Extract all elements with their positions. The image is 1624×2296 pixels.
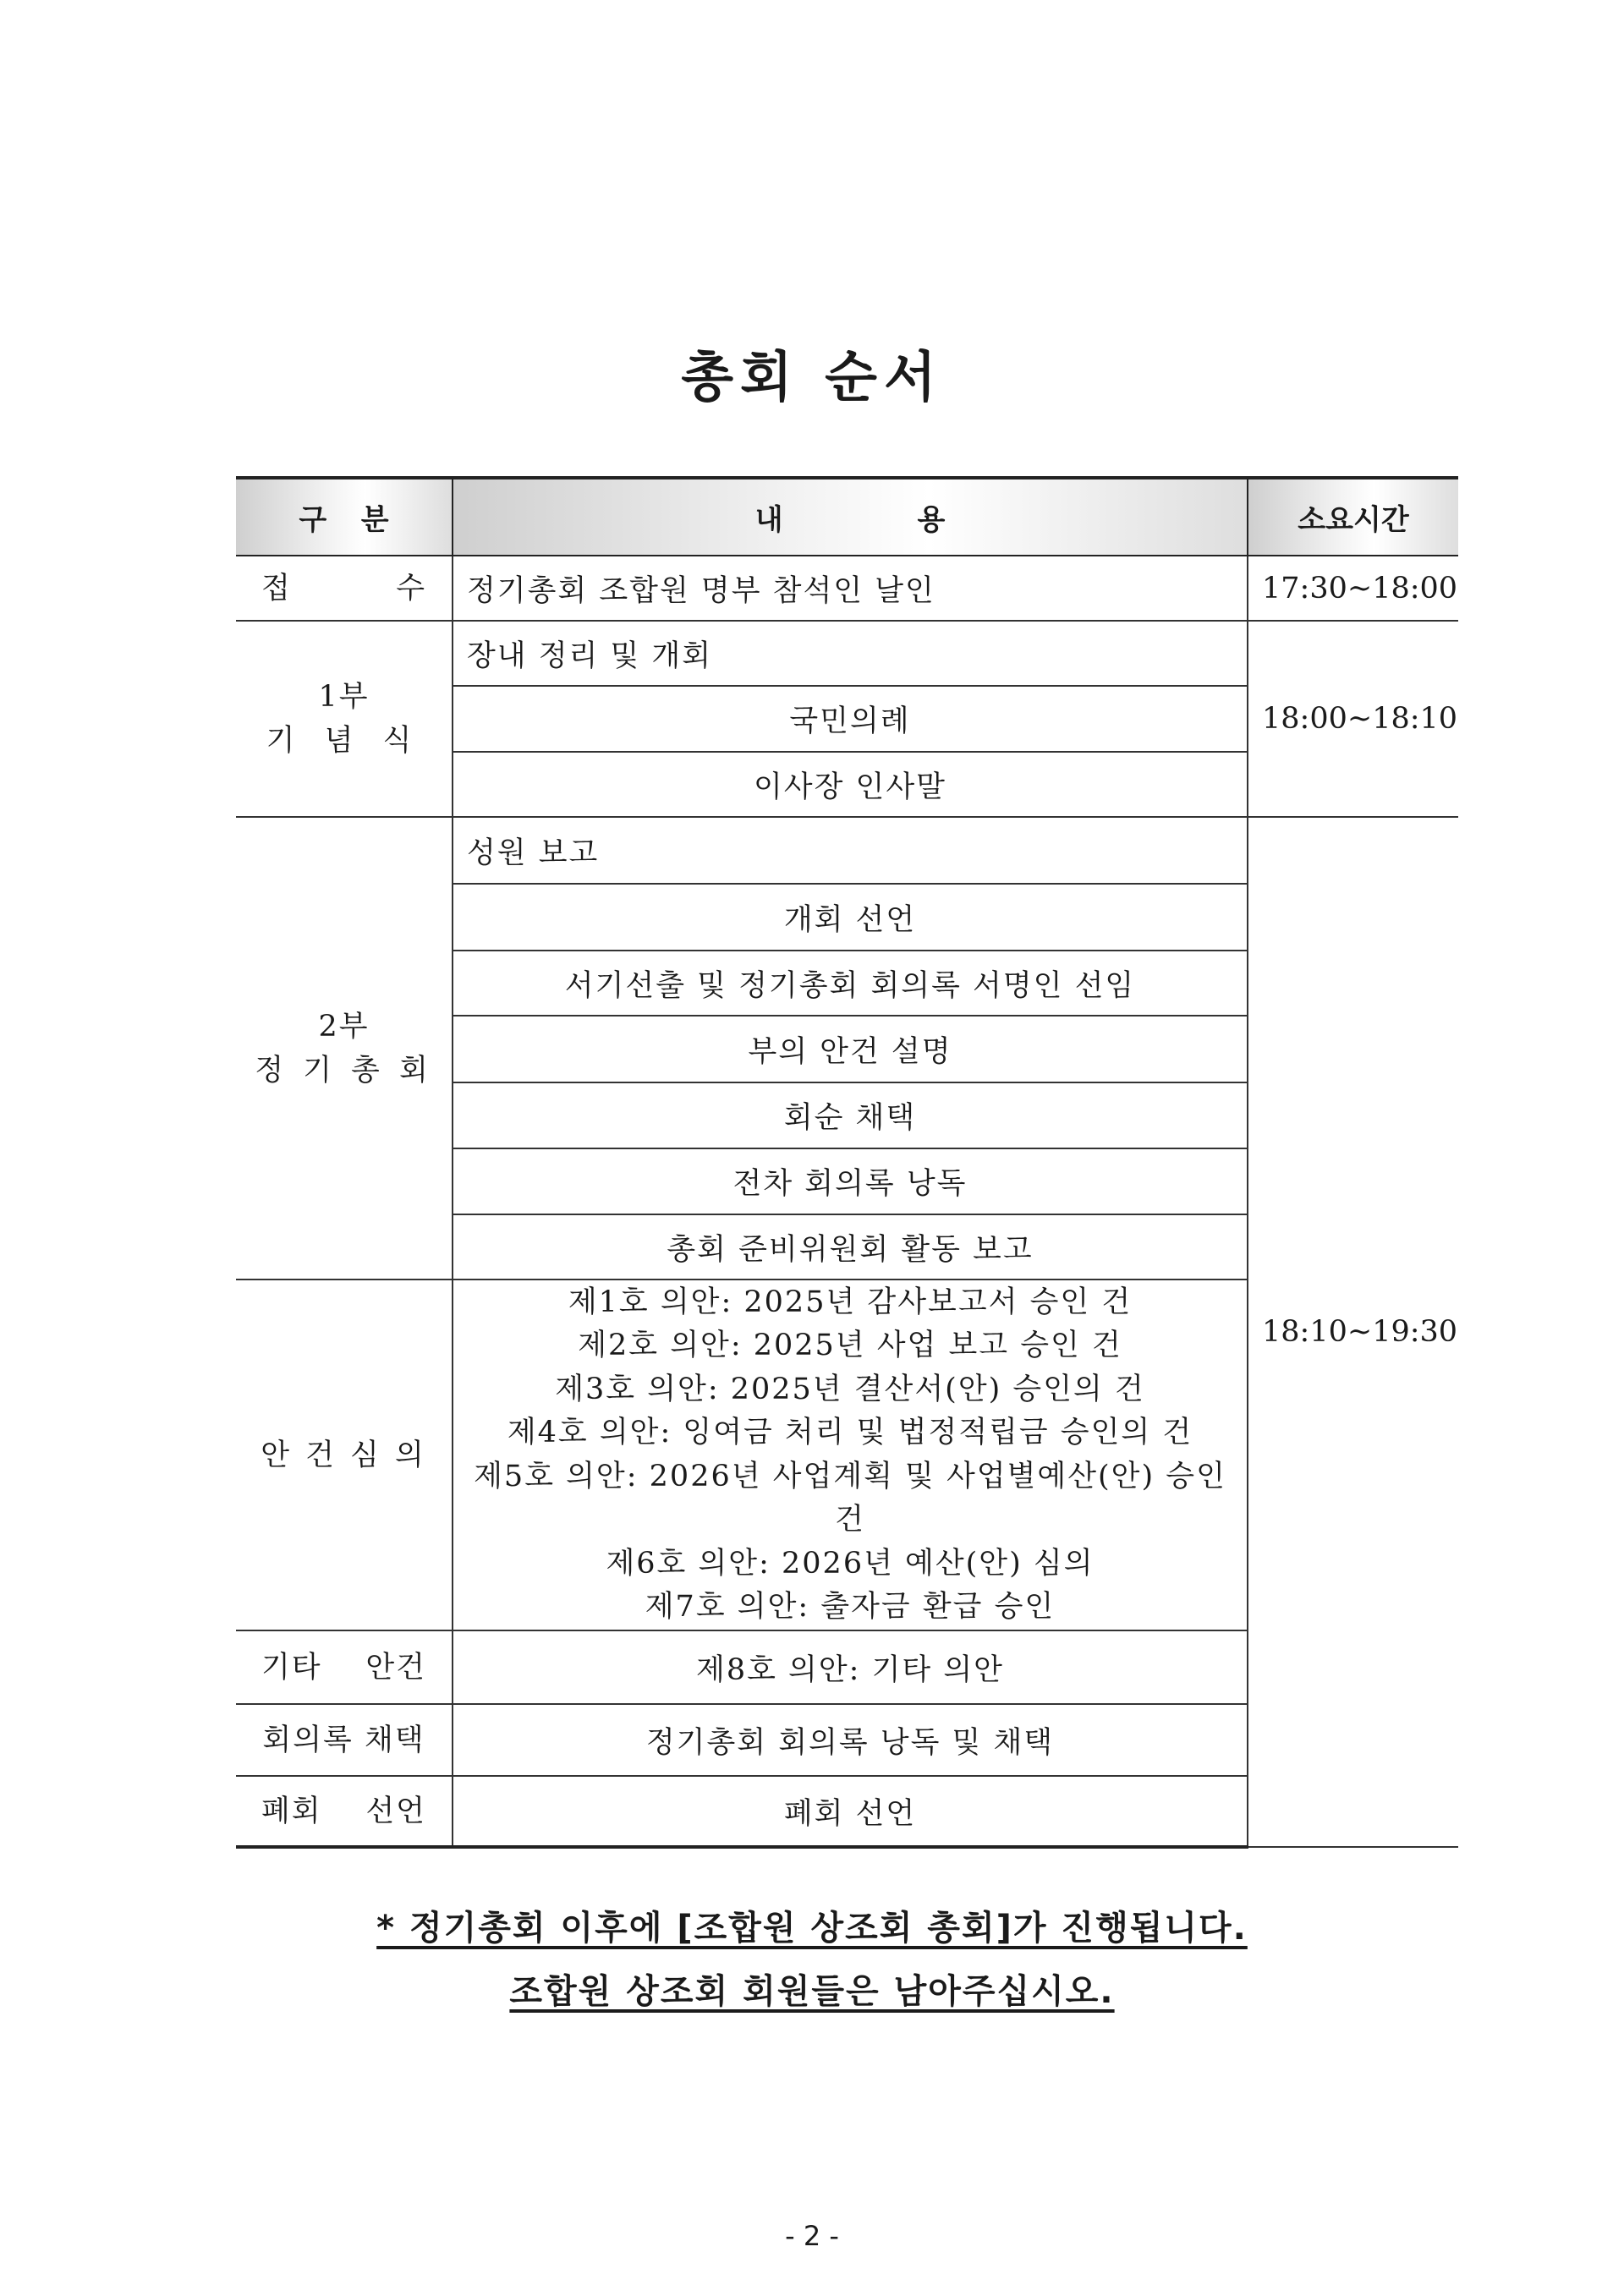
list-item: 장내 정리 및 개회	[453, 621, 1248, 686]
table-row	[236, 556, 1458, 621]
content-minutes: 정기총회 회의록 낭독 및 채택	[453, 1704, 1248, 1776]
list-item: 국민의례	[453, 686, 1248, 752]
time-reception: 17:30~18:00	[1248, 556, 1458, 621]
page-number: - 2 -	[785, 2220, 839, 2252]
agenda-table	[236, 476, 1458, 1849]
time-part1: 18:00~18:10	[1248, 621, 1458, 817]
list-item: 제5호 의안: 2026년 사업계획 및 사업별예산(안) 승인 건	[474, 1459, 1226, 1537]
category-part1: 1부 기 념 식	[236, 621, 453, 817]
header-category: 구 분	[236, 478, 453, 556]
list-item: 제4호 의안: 잉여금 처리 및 법정적립금 승인의 건	[507, 1416, 1193, 1449]
header-content: 내 용	[453, 478, 1248, 556]
content-reception: 정기총회 조합원 명부 참석인 날인	[453, 556, 1248, 621]
list-item: 제6호 의안: 2026년 예산(안) 심의	[606, 1546, 1095, 1581]
list-item: 개회 선언	[453, 884, 1248, 951]
category-reception: 접 수	[236, 556, 453, 621]
notice-line-1: * 정기총회 이후에 [조합원 상조회 총회]가 진행됩니다.	[376, 1909, 1248, 1948]
list-item: 제2호 의안: 2025년 사업 보고 승인 건	[578, 1329, 1122, 1362]
list-item: 이사장 인사말	[453, 752, 1248, 817]
category-part2: 2부 정 기 총 회	[236, 817, 453, 1280]
list-item: 성원 보고	[453, 817, 1248, 884]
table-row	[236, 817, 1458, 884]
table-header-row	[236, 478, 1458, 556]
list-item: 서기선출 및 정기총회 회의록 서명인 선임	[453, 951, 1248, 1016]
list-item: 전차 회의록 낭독	[453, 1148, 1248, 1214]
content-closing: 폐회 선언	[453, 1776, 1248, 1847]
notice-line-2: 조합원 상조회 회원들은 남아주십시오.	[509, 1972, 1115, 2011]
table-row	[236, 621, 1458, 686]
header-time: 소요시간	[1248, 478, 1458, 556]
category-agenda-review: 안 건 심 의	[236, 1280, 453, 1630]
list-item: 부의 안건 설명	[453, 1016, 1248, 1082]
category-closing: 폐회 선언	[236, 1776, 453, 1847]
list-item: 회순 채택	[453, 1082, 1248, 1148]
page-title: 총회 순서	[681, 347, 943, 409]
content-other: 제8호 의안: 기타 의안	[453, 1630, 1248, 1704]
category-minutes: 회의록 채택	[236, 1704, 453, 1776]
time-main: 18:10~19:30	[1248, 817, 1458, 1847]
agenda-items	[453, 1280, 1248, 1630]
category-other: 기타 안건	[236, 1630, 453, 1704]
list-item: 총회 준비위원회 활동 보고	[453, 1214, 1248, 1280]
list-item: 제7호 의안: 출자금 환급 승인	[645, 1590, 1056, 1624]
list-item: 제1호 의안: 2025년 감사보고서 승인 건	[568, 1285, 1133, 1319]
list-item: 제3호 의안: 2025년 결산서(안) 승인의 건	[555, 1372, 1145, 1406]
